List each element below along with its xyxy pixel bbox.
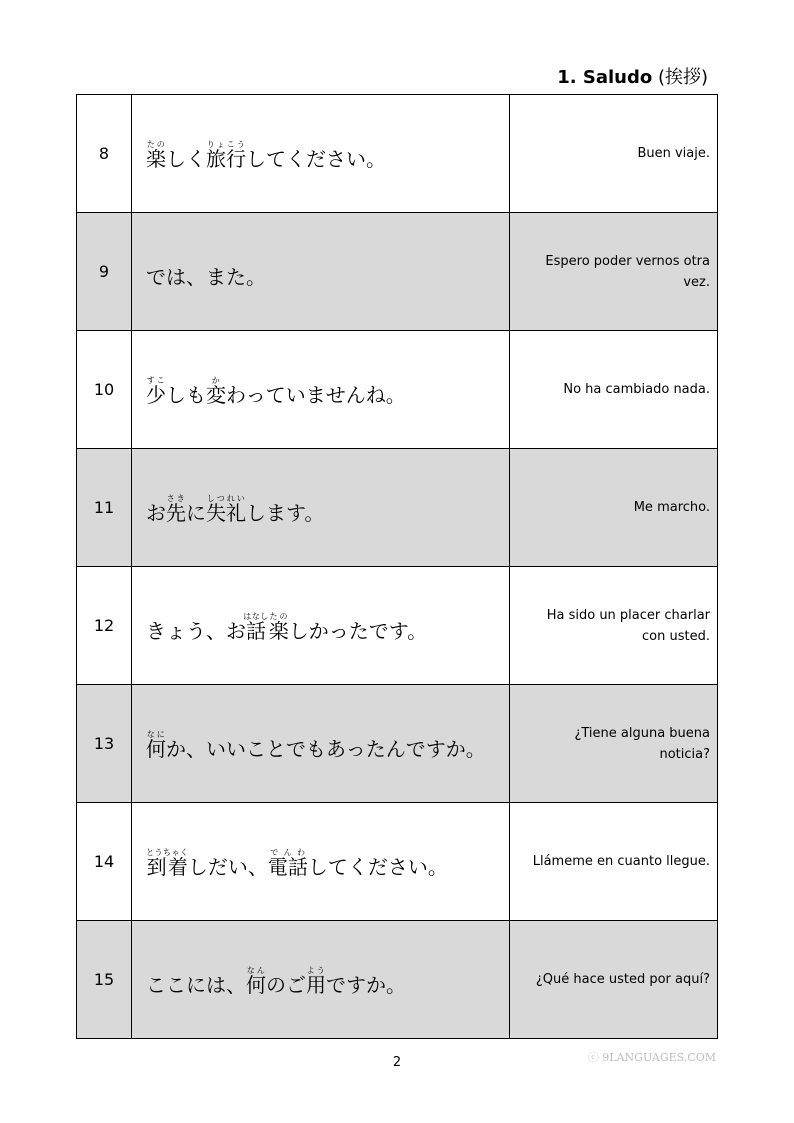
furigana-reading: なに — [146, 729, 166, 739]
copyright-watermark: ⓒ 9LANGUAGES.COM — [587, 1051, 716, 1064]
japanese-phrase — [132, 567, 510, 685]
furigana-reading: よう — [306, 965, 326, 975]
furigana-word — [206, 139, 246, 171]
japanese-phrase — [132, 331, 510, 449]
kana-text: わっていませんね。 — [226, 382, 406, 407]
japanese-phrase — [132, 95, 510, 213]
japanese-phrase — [132, 685, 510, 803]
table-row — [77, 95, 718, 213]
spanish-translation: Espero poder vernos otra vez. — [510, 213, 718, 331]
table-row — [77, 213, 718, 331]
furigana-word — [206, 493, 246, 525]
section-title: 1. Saludo — [557, 67, 653, 88]
furigana-word — [146, 847, 189, 879]
spanish-translation: Buen viaje. — [510, 95, 718, 213]
furigana-reading: すこ — [146, 375, 166, 385]
kana-text: のご — [266, 972, 306, 997]
kana-text: に — [186, 500, 206, 525]
page-number: 2 — [392, 1055, 402, 1070]
furigana-word — [268, 611, 289, 643]
kana-text: しも — [166, 382, 206, 407]
table-row — [77, 567, 718, 685]
row-number: 15 — [77, 921, 132, 1039]
kanji-text: 先 — [166, 500, 186, 525]
phrase-table-body — [77, 95, 718, 1039]
row-number: 9 — [77, 213, 132, 331]
kana-text: ここには、 — [146, 972, 246, 997]
table-row — [77, 331, 718, 449]
furigana-reading: はなし — [243, 611, 269, 621]
row-number: 8 — [77, 95, 132, 213]
japanese-phrase — [132, 921, 510, 1039]
furigana-reading: たの — [268, 611, 289, 621]
furigana-word — [267, 847, 308, 879]
kanji-text: 何 — [246, 972, 266, 997]
spanish-translation: ¿Tiene alguna buena noticia? — [510, 685, 718, 803]
kana-text: しかったです。 — [288, 618, 428, 643]
kanji-text: 旅行 — [206, 146, 246, 171]
furigana-reading: でんわ — [267, 847, 308, 857]
row-number: 12 — [77, 567, 132, 685]
kana-text: してください。 — [307, 854, 448, 879]
kana-text: では、また。 — [146, 264, 266, 289]
furigana-reading: たの — [146, 139, 166, 149]
kana-text: か、いいことでもあったんですか。 — [166, 736, 486, 761]
section-header — [557, 63, 708, 89]
japanese-phrase — [132, 449, 510, 567]
kana-text: しだい、 — [187, 854, 268, 879]
row-number: 10 — [77, 331, 132, 449]
furigana-word — [206, 375, 226, 407]
furigana-reading: さき — [166, 493, 186, 503]
kana-text: してください。 — [246, 146, 386, 171]
kanji-text: 楽 — [146, 146, 166, 171]
kanji-text: 用 — [306, 972, 326, 997]
kanji-text: 何 — [146, 736, 166, 761]
table-row — [77, 685, 718, 803]
furigana-word — [306, 965, 326, 997]
kanji-text: 変 — [206, 382, 226, 407]
kanji-text: 電話 — [267, 854, 308, 879]
furigana-reading: しつれい — [206, 493, 246, 503]
japanese-phrase — [132, 213, 510, 331]
kanji-text: 失礼 — [206, 500, 246, 525]
spanish-translation: Ha sido un placer charlar con usted. — [510, 567, 718, 685]
kanji-text: 到着 — [146, 854, 189, 879]
furigana-reading: とうちゃく — [146, 847, 189, 857]
row-number: 11 — [77, 449, 132, 567]
japanese-phrase — [132, 803, 510, 921]
spanish-translation: Llámeme en cuanto llegue. — [510, 803, 718, 921]
kanji-text: 楽 — [268, 618, 289, 643]
table-row — [77, 449, 718, 567]
furigana-word — [146, 729, 166, 761]
section-subtitle: (挨拶) — [657, 67, 708, 88]
row-number: 14 — [77, 803, 132, 921]
furigana-word — [166, 493, 186, 525]
phrase-table — [76, 94, 718, 1039]
kana-text: ですか。 — [326, 972, 406, 997]
table-row — [77, 803, 718, 921]
spanish-translation: Me marcho. — [510, 449, 718, 567]
kana-text: きょう、お — [146, 618, 246, 643]
furigana-word — [146, 139, 166, 171]
furigana-word — [246, 965, 266, 997]
furigana-word — [146, 375, 166, 407]
kana-text: お — [146, 500, 166, 525]
kanji-text: 少 — [146, 382, 166, 407]
spanish-translation: No ha cambiado nada. — [510, 331, 718, 449]
furigana-reading: か — [206, 375, 226, 385]
furigana-reading: りょこう — [206, 139, 246, 149]
furigana-reading: なん — [246, 965, 266, 975]
row-number: 13 — [77, 685, 132, 803]
kana-text: しく — [166, 146, 206, 171]
furigana-word — [243, 611, 269, 643]
kanji-text: 話 — [243, 618, 269, 643]
kana-text: します。 — [246, 500, 325, 525]
table-row — [77, 921, 718, 1039]
spanish-translation: ¿Qué hace usted por aquí? — [510, 921, 718, 1039]
